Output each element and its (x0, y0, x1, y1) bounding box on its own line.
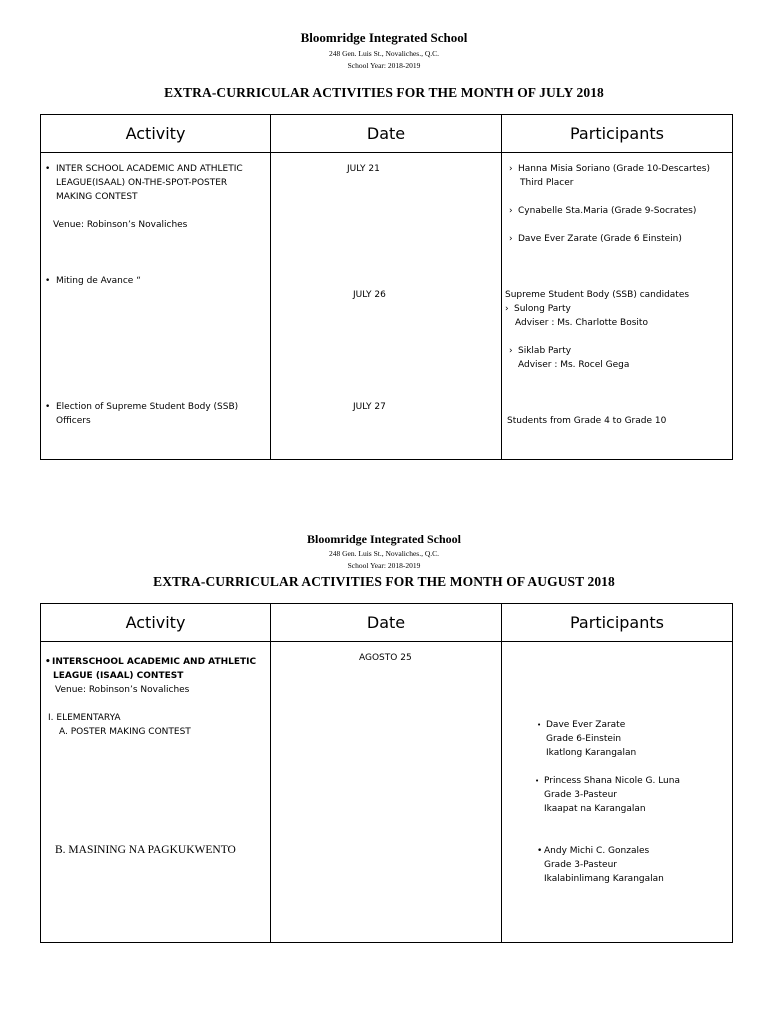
participant-grade: Grade 3-Pasteur (544, 790, 617, 800)
participant-grade: Grade 6-Einstein (546, 734, 622, 744)
date-cell (271, 642, 502, 943)
bullet-icon: • (45, 164, 51, 174)
date-july-26: JULY 26 (353, 290, 386, 300)
bullet-icon: • (537, 846, 543, 856)
activity-miting: Miting de Avance “ (56, 276, 141, 286)
party-adviser: Adviser : Ms. Charlotte Bosito (515, 318, 648, 328)
participant-award: Ikatlong Karangalan (546, 748, 637, 758)
header-date: Date (271, 115, 502, 153)
participant-award: Ikaapat na Karangalan (544, 804, 646, 814)
activity-election-line1: Election of Supreme Student Body (SSB) (56, 402, 239, 412)
bullet-icon: • (45, 276, 51, 286)
party-name: Sulong Party (514, 304, 571, 314)
bullet-icon: • (537, 721, 542, 729)
july-activities-table (40, 114, 733, 460)
participants-cell (502, 642, 733, 943)
activity-venue: Venue: Robinson’s Novaliches (53, 220, 188, 230)
participant-name: Dave Ever Zarate (546, 720, 626, 730)
header-date: Date (271, 604, 502, 642)
activity-isaal-line1: INTERSCHOOL ACADEMIC AND ATHLETIC (52, 657, 257, 667)
header-participants: Participants (502, 115, 733, 153)
party-name: Siklab Party (518, 346, 572, 356)
date-agosto-25: AGOSTO 25 (359, 653, 412, 663)
august-activities-table (40, 603, 733, 943)
chevron-right-icon: › (509, 206, 513, 216)
chevron-right-icon: › (505, 304, 509, 314)
participant-name: Cynabelle Sta.Maria (Grade 9-Socrates) (518, 206, 697, 216)
activity-isaal-line2: LEAGUE(ISAAL) ON-THE-SPOT-POSTER (56, 178, 228, 188)
activity-cell (41, 153, 271, 460)
activity-election-line2: Officers (56, 416, 91, 426)
school-name: Bloomridge Integrated School (307, 532, 461, 546)
school-year: School Year: 2018-2019 (347, 561, 421, 570)
participant-name: Andy Michi C. Gonzales (544, 846, 650, 856)
date-cell (271, 153, 502, 460)
date-july-21: JULY 21 (347, 164, 380, 174)
bullet-icon: • (45, 657, 51, 667)
page-title: EXTRA-CURRICULAR ACTIVITIES FOR THE MONTH OF JULY 2018 (164, 85, 604, 100)
participant-group: Students from Grade 4 to Grade 10 (507, 416, 667, 426)
school-name: Bloomridge Integrated School (300, 30, 468, 45)
participant-name: Princess Shana Nicole G. Luna (544, 776, 680, 786)
date-july-27: JULY 27 (353, 402, 386, 412)
activity-elementarya: I. ELEMENTARYA (48, 713, 121, 723)
participant-award: Ikalabinlimang Karangalan (544, 874, 664, 884)
activity-cell (41, 642, 271, 943)
activity-poster: A. POSTER MAKING CONTEST (59, 727, 191, 737)
header-participants: Participants (502, 604, 733, 642)
page-title: EXTRA-CURRICULAR ACTIVITIES FOR THE MONTH OF AUGUST 2018 (153, 574, 615, 589)
party-adviser: Adviser : Ms. Rocel Gega (518, 360, 630, 370)
school-year: School Year: 2018-2019 (347, 61, 421, 70)
school-address: 248 Gen. Luis St., Novaliches., Q.C. (329, 49, 439, 58)
chevron-right-icon: › (509, 346, 513, 356)
activity-masining: B. MASINING NA PAGKUKWENTO (55, 844, 236, 856)
participant-award: Third Placer (520, 178, 574, 188)
chevron-right-icon: › (509, 234, 513, 244)
bullet-icon: • (45, 402, 51, 412)
participant-grade: Grade 3-Pasteur (544, 860, 617, 870)
activity-isaal-line1: INTER SCHOOL ACADEMIC AND ATHLETIC (56, 164, 243, 174)
bullet-icon: • (535, 777, 540, 785)
header-activity: Activity (41, 604, 271, 642)
school-address: 248 Gen. Luis St., Novaliches., Q.C. (329, 549, 439, 558)
chevron-right-icon: › (509, 164, 513, 174)
ssb-candidates-heading: Supreme Student Body (SSB) candidates (505, 290, 690, 300)
header-activity: Activity (41, 115, 271, 153)
participant-name: Dave Ever Zarate (Grade 6 Einstein) (518, 234, 682, 244)
participants-cell (502, 153, 733, 460)
activity-venue: Venue: Robinson’s Novaliches (55, 685, 190, 695)
activity-isaal-line3: MAKING CONTEST (56, 192, 138, 202)
activity-isaal-line2: LEAGUE (ISAAL) CONTEST (53, 671, 184, 681)
participant-name: Hanna Misia Soriano (Grade 10-Descartes) (518, 164, 711, 174)
